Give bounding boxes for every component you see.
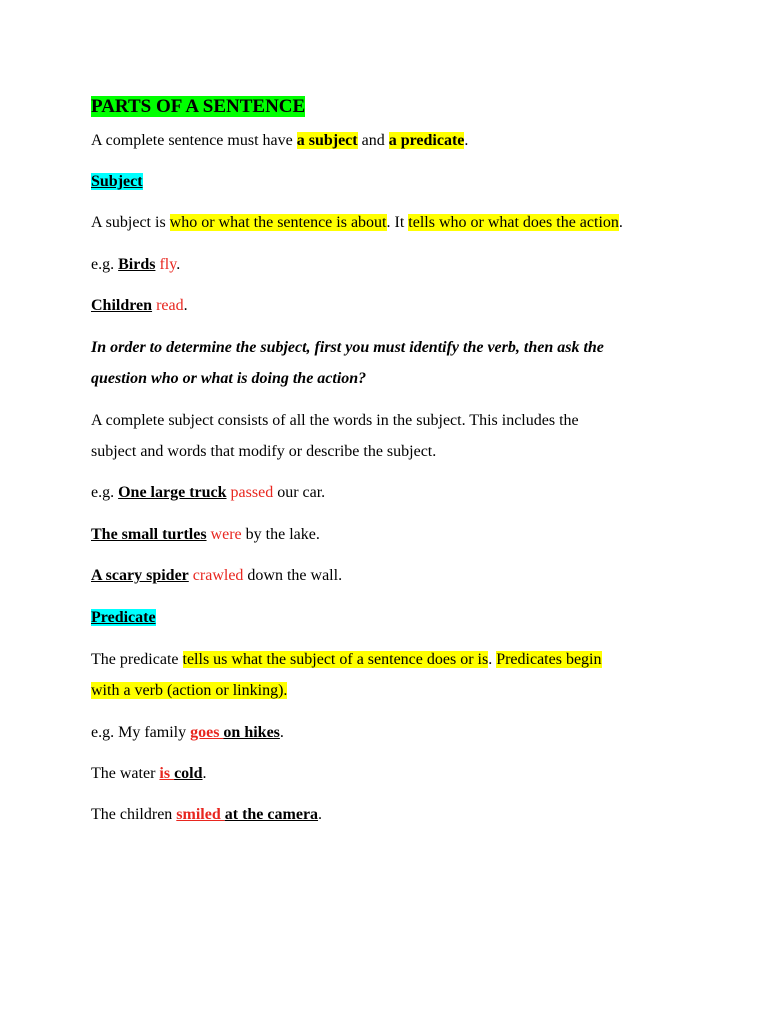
- subject-heading-line: [91, 172, 143, 192]
- example-prefix: e.g. My family: [91, 724, 191, 741]
- example-birds-line: [91, 255, 180, 275]
- intro-line: [91, 131, 468, 151]
- definition-highlight: tells us what the subject of a sentence does or is: [182, 651, 489, 668]
- example-prefix: The children: [91, 806, 177, 823]
- example-verb: passed: [230, 484, 274, 501]
- example-verb: crawled: [192, 567, 244, 584]
- example-verb: goes: [190, 724, 224, 741]
- definition-highlight: tells who or what does the action: [408, 214, 619, 231]
- definition-highlight: Predicates begin: [496, 651, 602, 668]
- note-text: question who or what is doing the action?: [91, 370, 367, 387]
- intro-highlight-subject: a subject: [296, 132, 358, 149]
- subject-heading: Subject: [91, 173, 143, 190]
- intro-text: and: [357, 132, 389, 149]
- example-family-line: [91, 723, 284, 743]
- predicate-heading: Predicate: [91, 609, 156, 626]
- example-water-line: [91, 764, 207, 784]
- definition-highlight: with a verb (action or linking).: [91, 682, 288, 699]
- example-object: at the camera: [224, 806, 319, 823]
- example-rest: our car.: [273, 484, 326, 501]
- example-end: .: [176, 256, 181, 273]
- example-subject: The small turtles: [91, 526, 207, 543]
- intro-text: A complete sentence must have: [91, 132, 297, 149]
- complete-subject-line-2: [91, 442, 436, 462]
- example-rest: down the wall.: [243, 567, 343, 584]
- paragraph-text: A complete subject consists of all the words in the subject. This includes the: [91, 412, 579, 429]
- complete-subject-line-1: [91, 411, 579, 431]
- example-subject: Birds: [118, 256, 156, 273]
- example-end: .: [183, 297, 188, 314]
- note-line-2: [91, 369, 366, 389]
- definition-text: .: [618, 214, 623, 231]
- intro-highlight-predicate: a predicate: [388, 132, 465, 149]
- example-end: .: [279, 724, 284, 741]
- example-verb: fly: [159, 256, 177, 273]
- example-object: cold: [174, 765, 203, 782]
- definition-text: . It: [386, 214, 409, 231]
- definition-text: .: [488, 651, 497, 668]
- example-truck-line: [91, 483, 325, 503]
- example-verb: is: [159, 765, 175, 782]
- definition-text: A subject is: [91, 214, 170, 231]
- predicate-definition-line-2: [91, 681, 287, 701]
- example-prefix: e.g.: [91, 256, 119, 273]
- example-verb: were: [210, 526, 242, 543]
- intro-text: .: [464, 132, 469, 149]
- note-line-1: [91, 338, 604, 358]
- predicate-heading-line: [91, 608, 156, 628]
- example-subject: One large truck: [118, 484, 227, 501]
- example-prefix: The water: [91, 765, 160, 782]
- example-verb: smiled: [176, 806, 225, 823]
- example-turtles-line: [91, 525, 320, 545]
- example-prefix: e.g.: [91, 484, 119, 501]
- note-text: In order to determine the subject, first you must identify the verb, then ask the: [91, 339, 604, 356]
- example-rest: by the lake.: [241, 526, 320, 543]
- example-subject: A scary spider: [91, 567, 189, 584]
- predicate-definition-line-1: [91, 650, 602, 670]
- subject-definition-line: [91, 213, 623, 233]
- example-children-line: [91, 296, 188, 316]
- example-camera-line: [91, 805, 322, 825]
- example-end: .: [318, 806, 323, 823]
- page-title: PARTS OF A SENTENCE: [91, 96, 306, 117]
- paragraph-text: subject and words that modify or describe the subject.: [91, 443, 437, 460]
- definition-highlight: who or what the sentence is about: [169, 214, 387, 231]
- example-verb: read: [156, 297, 184, 314]
- example-subject: Children: [91, 297, 153, 314]
- example-end: .: [202, 765, 207, 782]
- definition-text: The predicate: [91, 651, 183, 668]
- example-spider-line: [91, 566, 342, 586]
- example-object: on hikes: [223, 724, 280, 741]
- title-line: [91, 96, 305, 118]
